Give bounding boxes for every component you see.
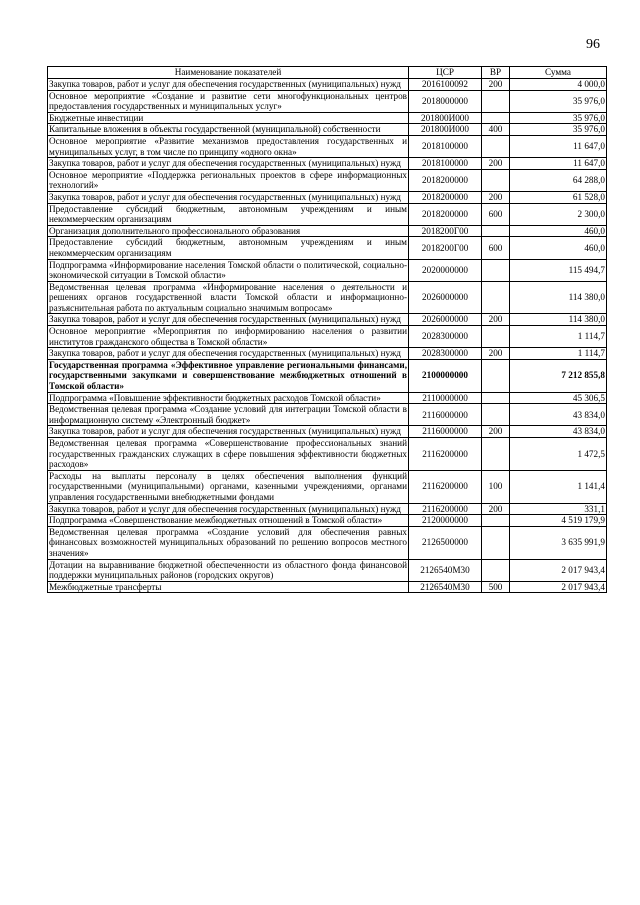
cell-name: Ведомственная целевая программа «Информирование населения о деятельности и решениях органов государственной власти Томской области и информационно-разъяснительная работа по актуальным социально значимым вопросам»: [49, 281, 407, 313]
cell-csr: 2126500000: [409, 526, 482, 559]
table-row: [48, 191, 607, 203]
table-row: [48, 359, 607, 392]
cell-sum: 114 380,0: [510, 314, 607, 326]
cell-sum: 45 306,5: [510, 392, 607, 404]
cell-name: Закупка товаров, работ и услуг для обеспечения государственных (муниципальных) нужд: [48, 503, 409, 515]
cell-csr: 2116000000: [409, 404, 482, 426]
cell-sum: 64 288,0: [510, 169, 607, 191]
table-row: [48, 426, 607, 438]
cell-name: Закупка товаров, работ и услуг для обеспечения государственных (муниципальных) нужд: [48, 314, 409, 326]
cell-vr: [482, 259, 510, 281]
cell-name: Закупка товаров, работ и услуг для обеспечения государственных (муниципальных) нужд: [48, 191, 409, 203]
cell-sum: 35 976,0: [510, 90, 607, 112]
table-row: [48, 79, 607, 91]
cell-vr: [482, 225, 510, 237]
cell-csr: 2116200000: [409, 438, 482, 471]
cell-vr: [482, 359, 510, 392]
table-row: [48, 90, 607, 112]
cell-sum: 460,0: [510, 237, 607, 259]
table-row: [48, 404, 607, 426]
cell-sum: 1 141,4: [510, 470, 607, 503]
page-number: 96: [586, 37, 600, 52]
table-header-row: [48, 67, 607, 79]
cell-name: Государственная программа «Эффективное управление региональными финансами, государственными закупками и совершенствование межбюджетных отношений в Томской области»: [49, 359, 407, 392]
table-row: [48, 237, 607, 259]
table-row: [48, 281, 607, 314]
header-sum: Сумма: [510, 67, 607, 79]
cell-vr: [482, 526, 510, 559]
cell-csr: 2116200000: [409, 470, 482, 503]
cell-vr: [482, 112, 510, 124]
cell-sum: 2 300,0: [510, 203, 607, 225]
cell-sum: 11 647,0: [510, 158, 607, 170]
cell-sum: 1 114,7: [510, 348, 607, 360]
cell-vr: [482, 559, 510, 581]
cell-name: Закупка товаров, работ и услуг для обеспечения государственных (муниципальных) нужд: [48, 426, 409, 438]
cell-csr: 201800И000: [409, 124, 482, 136]
header-csr: ЦСР: [409, 67, 482, 79]
cell-vr: 200: [482, 191, 510, 203]
cell-name: Подпрограмма «Информирование населения Томской области о политической, социально-экономической ситуации в Томской области»: [49, 259, 407, 281]
cell-csr: 2126540М30: [409, 581, 482, 593]
table-row: [48, 259, 607, 281]
cell-csr: 2100000000: [409, 359, 482, 392]
cell-sum: 61 528,0: [510, 191, 607, 203]
cell-csr: 2026000000: [409, 314, 482, 326]
cell-sum: 460,0: [510, 225, 607, 237]
cell-sum: 115 494,7: [510, 259, 607, 281]
budget-table: [47, 66, 607, 593]
cell-name: Бюджетные инвестиции: [48, 112, 409, 124]
cell-name: Ведомственная целевая программа «Совершенствование профессиональных знаний государственных гражданских служащих в сфере повышения эффективности бюджетных расходов»: [49, 438, 407, 470]
cell-vr: 500: [482, 581, 510, 593]
cell-vr: 200: [482, 158, 510, 170]
cell-sum: 331,1: [510, 503, 607, 515]
cell-vr: 400: [482, 124, 510, 136]
cell-vr: 600: [482, 203, 510, 225]
cell-csr: 2028300000: [409, 348, 482, 360]
cell-sum: 2 017 943,4: [510, 581, 607, 593]
cell-sum: 1 114,7: [510, 326, 607, 348]
cell-sum: 4 519 179,9: [510, 515, 607, 527]
cell-csr: 2018200000: [409, 203, 482, 225]
cell-name: Основное мероприятие «Поддержка региональных проектов в сфере информационных технологий»: [49, 169, 407, 191]
cell-sum: 114 380,0: [510, 281, 607, 314]
cell-name: Межбюджетные трансферты: [48, 581, 409, 593]
cell-csr: 2018200Г00: [409, 237, 482, 259]
cell-vr: [482, 281, 510, 314]
cell-csr: 2018000000: [409, 90, 482, 112]
table-row: [48, 326, 607, 348]
cell-csr: 2028300000: [409, 326, 482, 348]
table-row: [48, 438, 607, 471]
cell-csr: 2016100092: [409, 79, 482, 91]
cell-csr: 2116000000: [409, 426, 482, 438]
cell-csr: 2018200000: [409, 191, 482, 203]
cell-csr: 2018100000: [409, 158, 482, 170]
table-row: [48, 124, 607, 136]
table-row: [48, 515, 607, 527]
cell-vr: 200: [482, 79, 510, 91]
cell-name: Основное мероприятие «Создание и развитие сети многофункциональных центров предоставления государственных и муниципальных услуг»: [49, 90, 407, 112]
table-row: [48, 559, 607, 581]
cell-csr: 2018200000: [409, 169, 482, 191]
cell-sum: 4 000,0: [510, 79, 607, 91]
cell-name: Ведомственная целевая программа «Создание условий для интеграции Томской области в информационную систему «Электронный бюджет»: [49, 404, 407, 425]
cell-name: Закупка товаров, работ и услуг для обеспечения государственных (муниципальных) нужд: [48, 79, 409, 91]
cell-csr: 2126540М30: [409, 559, 482, 581]
cell-sum: 43 834,0: [510, 426, 607, 438]
table-body: [48, 79, 607, 593]
cell-csr: 2110000000: [409, 392, 482, 404]
cell-name: Закупка товаров, работ и услуг для обеспечения государственных (муниципальных) нужд: [48, 348, 409, 360]
table-row: [48, 503, 607, 515]
cell-name: Ведомственная целевая программа «Создание условий для обеспечения равных финансовых возможностей муниципальных образований по решению вопросов местного значения»: [49, 526, 407, 558]
cell-name: Дотации на выравнивание бюджетной обеспеченности из областного фонда финансовой поддержки муниципальных районов (городских округов): [49, 559, 407, 581]
cell-vr: [482, 90, 510, 112]
table-row: [48, 203, 607, 225]
cell-csr: 2020000000: [409, 259, 482, 281]
table-row: [48, 526, 607, 559]
cell-sum: 1 472,5: [510, 438, 607, 471]
cell-vr: [482, 135, 510, 157]
cell-name: Предоставление субсидий бюджетным, автономным учреждениям и иным некоммерческим организациям: [49, 203, 407, 225]
cell-name: Подпрограмма «Совершенствование межбюджетных отношений в Томской области»: [48, 515, 409, 527]
cell-name: Организация дополнительного профессионального образования: [48, 225, 409, 237]
cell-vr: 200: [482, 314, 510, 326]
table-row: [48, 158, 607, 170]
cell-name: Основное мероприятие «Мероприятия по информированию населения о развитии институтов гражданского общества в Томской области»: [49, 326, 407, 347]
cell-csr: 2026000000: [409, 281, 482, 314]
cell-sum: 43 834,0: [510, 404, 607, 426]
cell-name: Закупка товаров, работ и услуг для обеспечения государственных (муниципальных) нужд: [48, 158, 409, 170]
cell-csr: 201800И000: [409, 112, 482, 124]
header-name: Наименование показателей: [48, 67, 409, 79]
cell-name: Основное мероприятие «Развитие механизмов предоставления государственных и муниципальных услуг, в том числе по принципу «одного окна»: [49, 135, 407, 157]
header-vr: ВР: [482, 67, 510, 79]
table-row: [48, 135, 607, 157]
cell-vr: [482, 438, 510, 471]
table-row: [48, 314, 607, 326]
cell-name: Капитальные вложения в объекты государственной (муниципальной) собственности: [48, 124, 409, 136]
cell-vr: [482, 326, 510, 348]
cell-vr: 100: [482, 470, 510, 503]
cell-csr: 2120000000: [409, 515, 482, 527]
table-row: [48, 225, 607, 237]
cell-csr: 2116200000: [409, 503, 482, 515]
cell-name: Предоставление субсидий бюджетным, автономным учреждениям и иным некоммерческим организациям: [49, 237, 407, 258]
cell-vr: 200: [482, 348, 510, 360]
cell-sum: 7 212 855,8: [510, 359, 607, 392]
cell-sum: 35 976,0: [510, 124, 607, 136]
cell-vr: [482, 169, 510, 191]
cell-vr: [482, 404, 510, 426]
table-row: [48, 392, 607, 404]
cell-vr: 600: [482, 237, 510, 259]
cell-vr: 200: [482, 426, 510, 438]
cell-sum: 2 017 943,4: [510, 559, 607, 581]
table-row: [48, 169, 607, 191]
cell-csr: 2018100000: [409, 135, 482, 157]
cell-vr: 200: [482, 503, 510, 515]
cell-vr: [482, 515, 510, 527]
cell-name: Подпрограмма «Повышение эффективности бюджетных расходов Томской области»: [48, 392, 409, 404]
cell-sum: 35 976,0: [510, 112, 607, 124]
table-row: [48, 348, 607, 360]
cell-name: Расходы на выплаты персоналу в целях обеспечения выполнения функций государственными (муниципальными) органами, казенными учреждениями, органами управления государственными внебюджетными фондами: [49, 470, 407, 502]
cell-sum: 3 635 991,9: [510, 526, 607, 559]
cell-vr: [482, 392, 510, 404]
cell-csr: 2018200Г00: [409, 225, 482, 237]
table-row: [48, 112, 607, 124]
table-row: [48, 470, 607, 503]
cell-sum: 11 647,0: [510, 135, 607, 157]
table-row: [48, 581, 607, 593]
